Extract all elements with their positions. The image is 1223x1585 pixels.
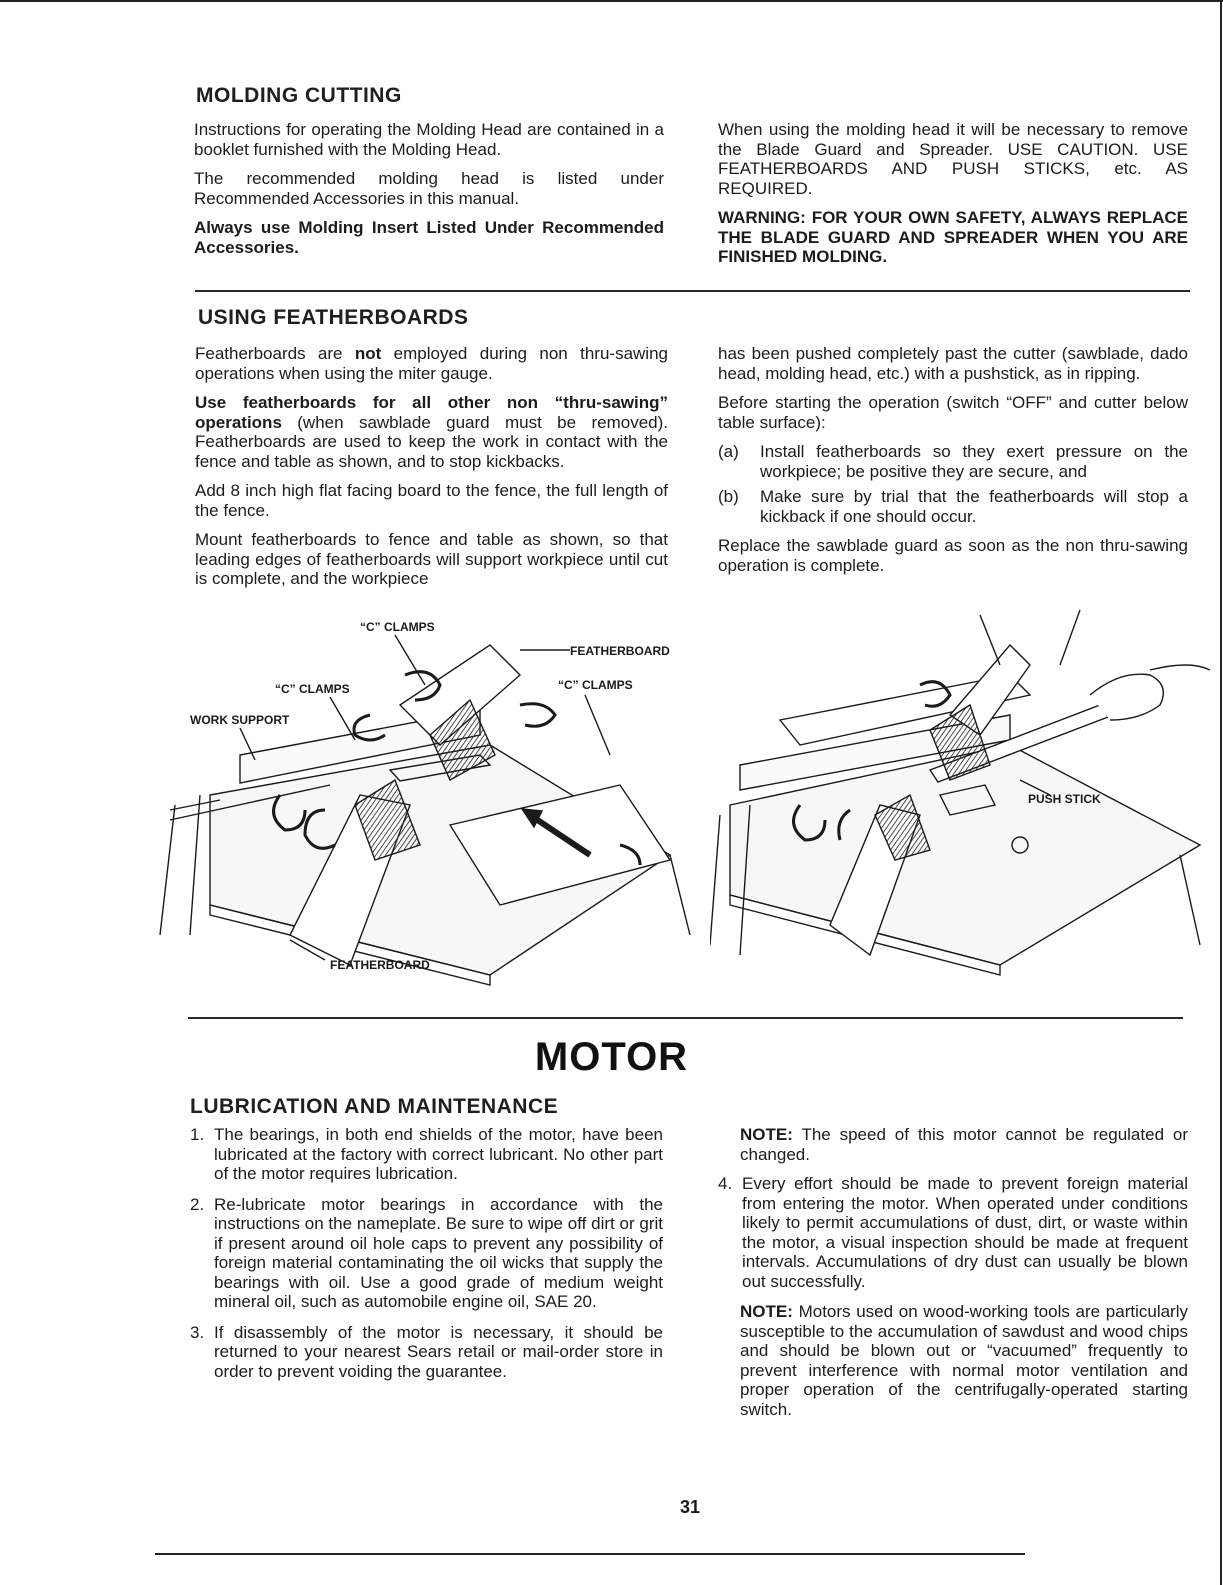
- list-marker: 4.: [718, 1174, 733, 1193]
- motor-right-column: [718, 1125, 1188, 1429]
- push-stick-drawing: [710, 605, 1210, 1000]
- lubrication-heading: LUBRICATION AND MAINTENANCE: [190, 1095, 559, 1118]
- motor-left-column: [190, 1125, 663, 1392]
- top-border: [0, 0, 1223, 2]
- molding-paragraph-1: Instructions for operating the Molding Head are contained in a booklet furnished with the Molding Head.: [194, 120, 664, 159]
- bottom-border: [155, 1553, 1025, 1555]
- list-item: [718, 442, 1188, 481]
- list-text: Re-lubricate motor bearings in accordance with the instructions on the nameplate. Be sure to wipe off dirt or grit if present around oil hole caps to prevent any possibility of foreign material contaminating the oil wicks that supply the bearings with oil. Use a good grade of medium weight mineral oil, such as automobile engine oil, SAE 20.: [214, 1194, 663, 1311]
- c-clamps-right-label: “C” CLAMPS: [558, 678, 633, 692]
- list-item: [190, 1125, 663, 1184]
- list-text: Install featherboards so they exert pressure on the workpiece; be positive they are secure, and: [760, 442, 1188, 481]
- text-span: employed during non thru-sawing operations when using the miter gauge.: [195, 344, 668, 383]
- molding-caution-paragraph: When using the molding head it will be necessary to remove the Blade Guard and Spreader. USE CAUTION. USE FEATHERBOARDS AND PUSH STICKS, etc. AS REQUIRED.: [718, 120, 1188, 198]
- list-item: [190, 1195, 663, 1312]
- featherboards-paragraph-6: Before starting the operation (switch “OFF” and cutter below table surface):: [718, 393, 1188, 432]
- featherboards-paragraph-3: Add 8 inch high flat facing board to the fence, the full length of the fence.: [195, 481, 668, 520]
- push-stick-illustration: [710, 605, 1210, 1000]
- list-item: [718, 1174, 1188, 1291]
- list-text: The bearings, in both end shields of the motor, have been lubricated at the factory with correct lubricant. No other part of the motor requires lubrication.: [214, 1125, 663, 1183]
- featherboards-paragraph-2: [195, 393, 668, 471]
- note-speed: [718, 1125, 1188, 1164]
- featherboards-paragraph-5: has been pushed completely past the cutter (sawblade, dado head, molding head, etc.) with a pushstick, as in ripping.: [718, 344, 1188, 383]
- list-item: [190, 1323, 663, 1382]
- featherboards-paragraph-1: [195, 344, 668, 383]
- c-clamps-left-label: “C” CLAMPS: [275, 682, 350, 696]
- molding-paragraph-2: The recommended molding head is listed under Recommended Accessories in this manual.: [194, 169, 664, 208]
- molding-insert-note: Always use Molding Insert Listed Under Recommended Accessories.: [194, 218, 664, 257]
- molding-left-column: [194, 120, 664, 267]
- featherboards-paragraph-7: Replace the sawblade guard as soon as the non thru-sawing operation is complete.: [718, 536, 1188, 575]
- featherboards-left-column: [195, 344, 668, 599]
- motor-heading: MOTOR: [534, 1035, 689, 1079]
- note-text: Motors used on wood-working tools are particularly susceptible to the accumulation of sawdust and wood chips and should be blown out or “vacuumed” frequently to prevent interference with normal motor ventilation and proper operation of the centrifugally-operated starting switch.: [740, 1302, 1188, 1419]
- molding-warning: WARNING: FOR YOUR OWN SAFETY, ALWAYS REPLACE THE BLADE GUARD AND SPREADER WHEN YOU ARE FINISHED MOLDING.: [718, 208, 1188, 266]
- section-divider: [188, 1017, 1183, 1019]
- featherboards-right-column: [718, 344, 1188, 585]
- right-border: [1220, 0, 1222, 1585]
- list-marker: 3.: [190, 1322, 205, 1342]
- emphasis-use-featherboards: Use featherboards for all other non “thru-sawing” operations: [195, 393, 668, 432]
- note-sawdust: [718, 1302, 1188, 1419]
- list-marker: 2.: [190, 1194, 205, 1214]
- note-text: The speed of this motor cannot be regulated or changed.: [740, 1125, 1188, 1164]
- list-marker: (a): [718, 442, 739, 461]
- featherboard-setup-drawing: [150, 605, 710, 1000]
- list-item: [718, 487, 1188, 526]
- list-text: Make sure by trial that the featherboards will stop a kickback if one should occur.: [760, 487, 1188, 526]
- molding-right-column: [718, 120, 1188, 277]
- note-label: NOTE:: [740, 1302, 793, 1321]
- featherboard-bottom-label: FEATHERBOARD: [330, 958, 430, 972]
- featherboard-top-label: FEATHERBOARD: [570, 644, 670, 658]
- note-label: NOTE:: [740, 1125, 793, 1144]
- featherboards-heading: USING FEATHERBOARDS: [198, 306, 469, 329]
- featherboards-paragraph-4: Mount featherboards to fence and table as shown, so that leading edges of featherboards will support workpiece until cut is complete, and the workpiece: [195, 530, 668, 588]
- text-span: Featherboards are: [195, 344, 355, 363]
- list-marker: (b): [718, 487, 739, 506]
- emphasis-not: not: [354, 344, 382, 363]
- list-marker: 1.: [190, 1125, 205, 1144]
- section-divider: [195, 290, 1190, 292]
- text-span: (when sawblade guard must be removed). Featherboards are used to keep the work in contact with the fence and table as shown, and to stop kickbacks.: [195, 412, 668, 471]
- featherboard-setup-illustration: [150, 605, 710, 1000]
- work-support-label: WORK SUPPORT: [190, 713, 290, 727]
- list-text: If disassembly of the motor is necessary, it should be returned to your nearest Sears retail or mail-order store in order to prevent voiding the guarantee.: [214, 1322, 663, 1381]
- c-clamps-top-label: “C” CLAMPS: [360, 620, 435, 634]
- molding-cutting-heading: MOLDING CUTTING: [196, 84, 402, 107]
- push-stick-label: PUSH STICK: [1028, 792, 1101, 806]
- page-number: 31: [679, 1497, 701, 1517]
- list-text: Every effort should be made to prevent foreign material from entering the motor. When operated under conditions likely to permit accumulations of dust, dirt, or waste within the motor, a visual inspection should be made at frequent intervals. Accumulations of dry dust can usually be blown out successfully.: [742, 1174, 1188, 1291]
